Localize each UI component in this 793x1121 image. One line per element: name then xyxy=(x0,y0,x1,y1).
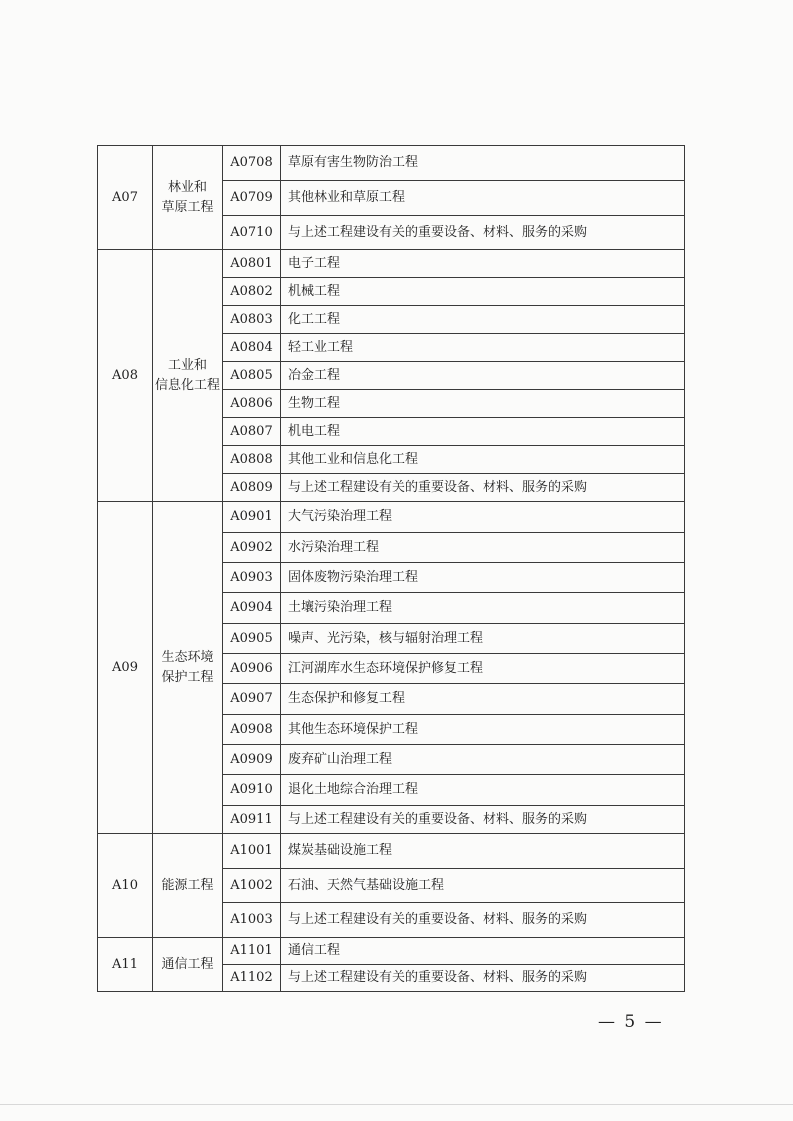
item-name: 土壤污染治理工程 xyxy=(281,593,685,624)
item-code: A0802 xyxy=(223,278,281,306)
item-name: 水污染治理工程 xyxy=(281,533,685,563)
item-name: 与上述工程建设有关的重要设备、材料、服务的采购 xyxy=(281,216,685,250)
item-code: A0806 xyxy=(223,390,281,418)
category-name-line: 保护工程 xyxy=(161,669,214,685)
item-code: A1001 xyxy=(223,834,281,869)
item-name: 生物工程 xyxy=(281,390,685,418)
category-code: A10 xyxy=(98,834,153,938)
category-name xyxy=(153,146,223,250)
item-code: A0804 xyxy=(223,334,281,362)
category-code: A11 xyxy=(98,938,153,992)
page-bottom-divider xyxy=(0,1104,793,1105)
item-name: 电子工程 xyxy=(281,250,685,278)
item-code: A0903 xyxy=(223,563,281,593)
item-code: A1101 xyxy=(223,938,281,965)
category-name xyxy=(153,502,223,834)
item-name: 石油、天然气基础设施工程 xyxy=(281,869,685,903)
item-code: A0905 xyxy=(223,624,281,654)
item-code: A1003 xyxy=(223,903,281,938)
item-name: 草原有害生物防治工程 xyxy=(281,146,685,181)
catalog-table xyxy=(97,145,685,992)
category-name-line: 草原工程 xyxy=(161,199,214,215)
item-code: A0808 xyxy=(223,446,281,474)
item-name: 生态保护和修复工程 xyxy=(281,684,685,715)
item-name: 其他生态环境保护工程 xyxy=(281,715,685,745)
table-row xyxy=(98,938,685,965)
item-code: A0809 xyxy=(223,474,281,502)
item-name: 退化土地综合治理工程 xyxy=(281,775,685,806)
category-name-line: 林业和 xyxy=(167,179,207,195)
item-name: 与上述工程建设有关的重要设备、材料、服务的采购 xyxy=(281,806,685,834)
item-code: A0807 xyxy=(223,418,281,446)
item-code: A0906 xyxy=(223,654,281,684)
page-number: — 5 — xyxy=(598,1012,664,1032)
item-code: A0710 xyxy=(223,216,281,250)
table-row xyxy=(98,146,685,181)
category-name-line: 生态环境 xyxy=(161,649,214,665)
item-name: 与上述工程建设有关的重要设备、材料、服务的采购 xyxy=(281,474,685,502)
item-name: 江河湖库水生态环境保护修复工程 xyxy=(281,654,685,684)
category-name-line: 信息化工程 xyxy=(154,377,220,393)
category-name xyxy=(153,938,223,992)
item-code: A0709 xyxy=(223,181,281,216)
item-code: A0910 xyxy=(223,775,281,806)
item-code: A1002 xyxy=(223,869,281,903)
item-code: A0908 xyxy=(223,715,281,745)
item-name: 废弃矿山治理工程 xyxy=(281,745,685,775)
item-name: 大气污染治理工程 xyxy=(281,502,685,533)
item-name: 与上述工程建设有关的重要设备、材料、服务的采购 xyxy=(281,903,685,938)
item-name: 轻工业工程 xyxy=(281,334,685,362)
item-name: 噪声、光污染，核与辐射治理工程 xyxy=(281,624,685,654)
table-row xyxy=(98,834,685,869)
category-code: A09 xyxy=(98,502,153,834)
item-name: 其他工业和信息化工程 xyxy=(281,446,685,474)
item-name: 机电工程 xyxy=(281,418,685,446)
item-code: A0803 xyxy=(223,306,281,334)
item-name: 机械工程 xyxy=(281,278,685,306)
category-name-line: 通信工程 xyxy=(161,956,214,972)
item-code: A0901 xyxy=(223,502,281,533)
category-name-line: 能源工程 xyxy=(161,877,214,893)
item-code: A0911 xyxy=(223,806,281,834)
category-name xyxy=(153,250,223,502)
item-code: A0909 xyxy=(223,745,281,775)
item-name: 通信工程 xyxy=(281,938,685,965)
item-code: A0708 xyxy=(223,146,281,181)
item-name: 煤炭基础设施工程 xyxy=(281,834,685,869)
item-code: A0801 xyxy=(223,250,281,278)
item-code: A1102 xyxy=(223,965,281,992)
item-name: 其他林业和草原工程 xyxy=(281,181,685,216)
category-name xyxy=(153,834,223,938)
table-row xyxy=(98,502,685,533)
table-row xyxy=(98,250,685,278)
item-name: 固体废物污染治理工程 xyxy=(281,563,685,593)
table-body xyxy=(98,146,685,992)
item-name: 与上述工程建设有关的重要设备、材料、服务的采购 xyxy=(281,965,685,992)
item-name: 冶金工程 xyxy=(281,362,685,390)
item-code: A0902 xyxy=(223,533,281,563)
category-name-line: 工业和 xyxy=(167,357,207,373)
item-code: A0805 xyxy=(223,362,281,390)
category-code: A08 xyxy=(98,250,153,502)
item-name: 化工工程 xyxy=(281,306,685,334)
item-code: A0904 xyxy=(223,593,281,624)
category-code: A07 xyxy=(98,146,153,250)
item-code: A0907 xyxy=(223,684,281,715)
